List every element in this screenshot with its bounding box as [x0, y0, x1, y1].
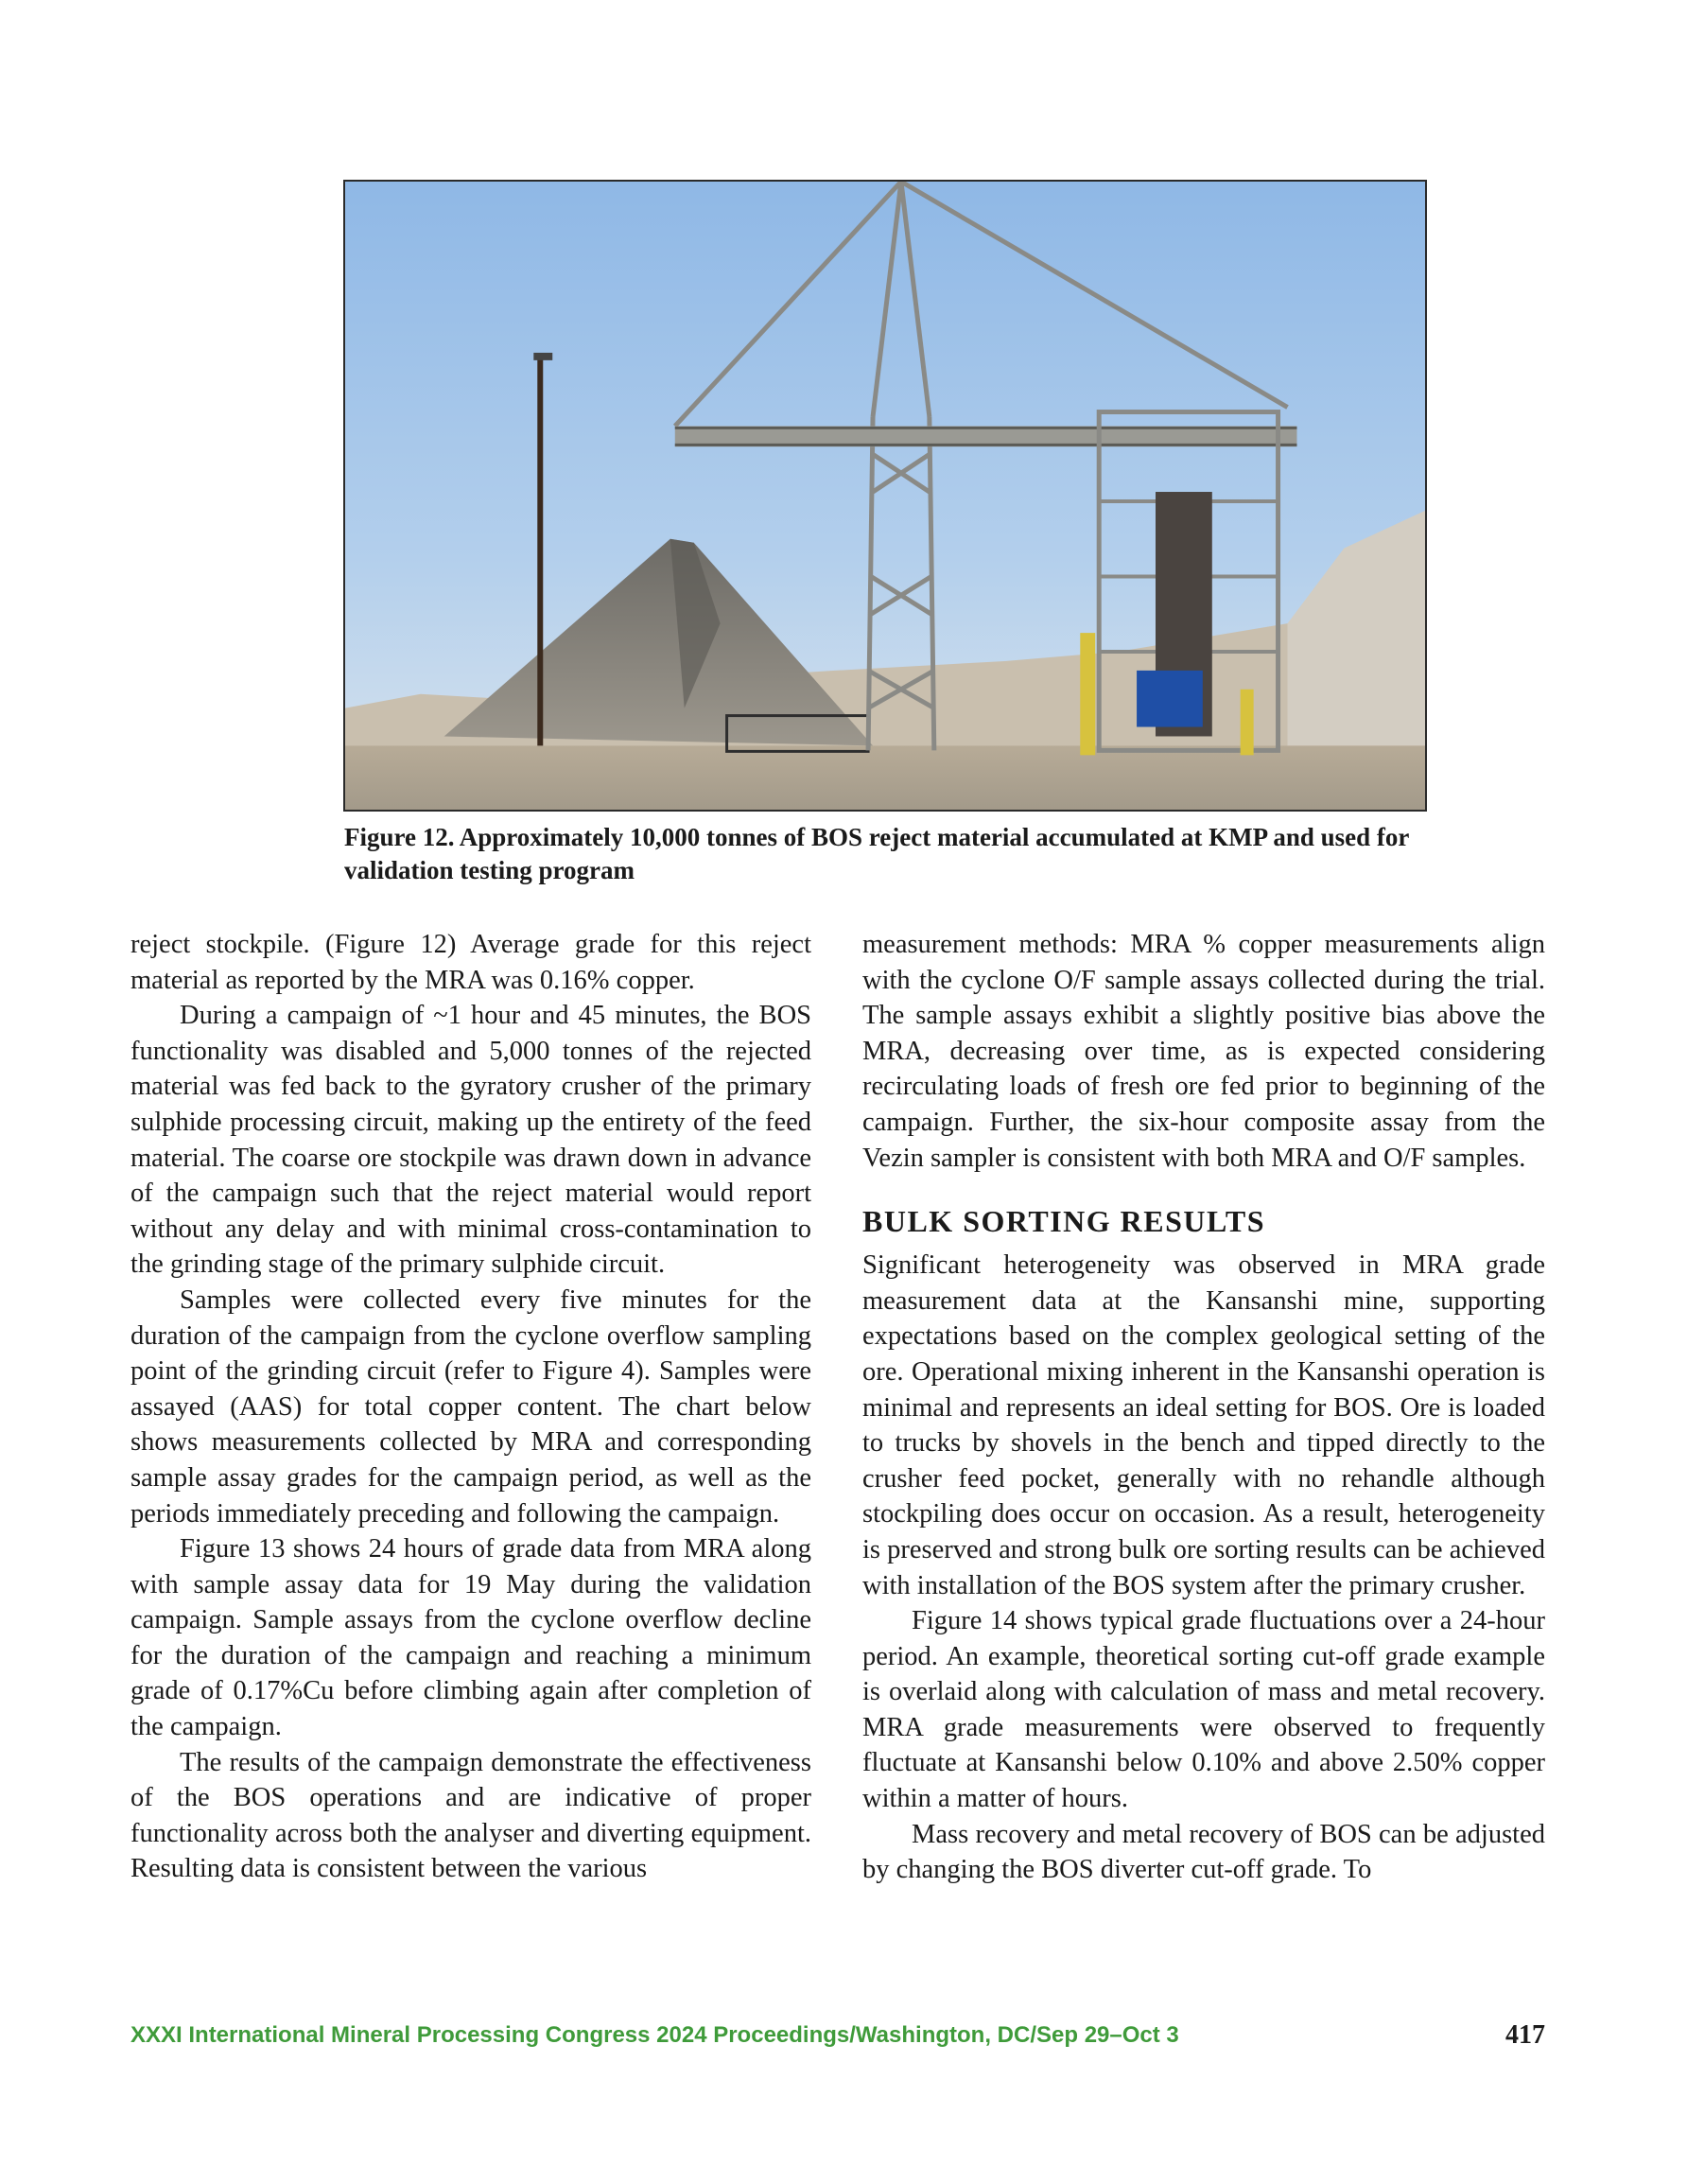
- conveyor-belt: [675, 426, 1297, 446]
- paragraph: Significant heterogeneity was observed in MRA grade measurement data at the Kansanshi mine, supporting expectations based on the complex geological setting of the ore. Operational mixing inherent in the Kansanshi operation is minimal and represents an ideal setting for BOS. Ore is loaded to trucks by shovels in the bench and tipped directly to the crusher feed pocket, generally with no rehandle although stockpiling does occur on occasion. As a result, heterogeneity is preserved and strong bulk ore sorting results can be achieved with installation of the BOS system after the primary crusher.: [862, 1250, 1545, 1600]
- figure-photo: [343, 180, 1427, 812]
- paragraph: Figure 13 shows 24 hours of grade data from MRA along with sample assay data for 19 May during the validation campaign. Sample assays from the cyclone overflow decline for the duration of the campaign and reaching a minimum grade of 0.17%Cu before climbing again after completion of the campaign.: [130, 1534, 811, 1742]
- paragraph: Mass recovery and metal recovery of BOS can be adjusted by changing the BOS diverter cut-off grade. To: [862, 1819, 1545, 1885]
- paragraph: During a campaign of ~1 hour and 45 minutes, the BOS functionality was disabled and 5,000 tonnes of the rejected material was fed back to the gyratory crusher of the primary sulphide processing circuit, making up the entirety of the feed material. The coarse ore stockpile was drawn down in advance of the campaign such that the reject material would report without any delay and with minimal cross-contamination to the grinding stage of the primary sulphide circuit.: [130, 1001, 811, 1280]
- paragraph: reject stockpile. (Figure 12) Average grade for this reject material as reported by the MRA was 0.16% copper.: [130, 930, 811, 995]
- paragraph: measurement methods: MRA % copper measurements align with the cyclone O/F sample assays collected during the trial. The sample assays exhibit a slightly positive bias above the MRA, decreasing over time, as is expected considering recirculating loads of fresh ore fed prior to beginning of the campaign. Further, the six-hour composite assay from the Vezin sampler is consistent with both MRA and O/F samples.: [862, 930, 1545, 1173]
- paragraph: Figure 14 shows typical grade fluctuations over a 24-hour period. An example, theoretical sorting cut-off grade example is overlaid along with calculation of mass and metal recovery. MRA grade measurements were observed to frequently fluctuate at Kansanshi below 0.10% and above 2.50% copper within a matter of hours.: [862, 1606, 1545, 1814]
- page-footer: [130, 2022, 1545, 2056]
- paragraph: Samples were collected every five minutes for the duration of the campaign from the cyclone overflow sampling point of the grinding circuit (refer to Figure 4). Samples were assayed (AAS) for total copper content. The chart below shows measurements collected by MRA and corresponding sample assay grades for the campaign period, as well as the periods immediately preceding and following the campaign.: [130, 1284, 811, 1529]
- right-column: [862, 927, 1545, 1888]
- page-number: 417: [1505, 2020, 1545, 2050]
- figure-caption: Figure 12. Approximately 10,000 tonnes of BOS reject material accumulated at KMP and used for validation testing program: [344, 823, 1409, 884]
- ground: [345, 745, 1425, 810]
- left-column: [130, 927, 811, 1887]
- conference-footer: XXXI International Mineral Processing Congress 2024 Proceedings/Washington, DC/Sep 29–Oct 3: [130, 2022, 1179, 2048]
- stockpile-conveyor-illustration: [345, 182, 1425, 810]
- section-heading: BULK SORTING RESULTS: [862, 1204, 1266, 1239]
- paragraph: The results of the campaign demonstrate the effectiveness of the BOS operations and are indicative of proper functionality across both the analyser and diverting equipment. Resulting data is consistent between the various: [130, 1747, 811, 1884]
